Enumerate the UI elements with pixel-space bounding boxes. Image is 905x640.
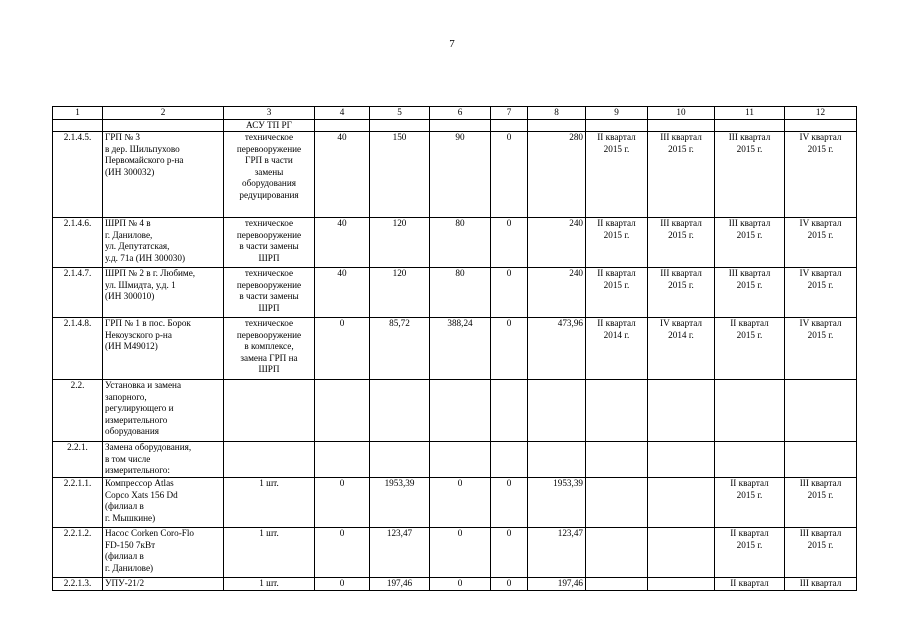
item-number: 2.1.4.6. [53,218,103,268]
total-value [528,380,586,442]
col-number: 9 [586,107,648,120]
work-description: техническое перевооружение в части замены ШРП [224,218,315,268]
period-col10: III квартал 2015 г. [648,268,715,318]
col-number: 6 [430,107,491,120]
period-col12: III квартал [785,578,857,591]
period-col12 [785,119,857,132]
col-number: 2 [103,107,224,120]
page-number: 7 [449,38,455,50]
item-number: 2.1.4.5. [53,132,103,218]
period-col9 [586,442,648,478]
period-col11 [715,442,785,478]
column-number-row [53,107,857,120]
table-row [53,318,857,380]
item-number: 2.2.1.2. [53,528,103,578]
value-col7 [491,442,528,478]
period-col9 [586,380,648,442]
value-col6: 388,24 [430,318,491,380]
period-col10 [648,578,715,591]
period-col10: IV квартал 2014 г. [648,318,715,380]
value-col5 [370,442,430,478]
item-number: 2.2.1. [53,442,103,478]
value-col7: 0 [491,268,528,318]
period-col9: II квартал 2014 г. [586,318,648,380]
table-row [53,119,857,132]
period-col9: II квартал 2015 г. [586,268,648,318]
value-col7: 0 [491,132,528,218]
work-description [224,380,315,442]
value-col7: 0 [491,318,528,380]
value-col4 [315,442,370,478]
object-name: ШРП № 4 в г. Данилове, ул. Депутатская, у.д. 71а (ИН 300030) [103,218,224,268]
item-number: 2.1.4.8. [53,318,103,380]
table-row [53,380,857,442]
period-col11: II квартал 2015 г. [715,478,785,528]
total-value: 123,47 [528,528,586,578]
object-name: ГРП № 3 в дер. Шильпухово Первомайского р-на (ИН 300032) [103,132,224,218]
work-description: техническое перевооружение в комплексе, замена ГРП на ШРП [224,318,315,380]
value-col5: 1953,39 [370,478,430,528]
object-name: УПУ-21/2 [103,578,224,591]
value-col6 [430,380,491,442]
period-col11: III квартал 2015 г. [715,268,785,318]
item-number: 2.2.1.3. [53,578,103,591]
total-value: 1953,39 [528,478,586,528]
work-description [224,442,315,478]
value-col5 [370,119,430,132]
col-number: 1 [53,107,103,120]
value-col6: 80 [430,218,491,268]
object-name: Компрессор Atlas Copco Xats 156 Dd (филиал в г. Мышкине) [103,478,224,528]
value-col7 [491,119,528,132]
value-col7 [491,380,528,442]
period-col12: IV квартал 2015 г. [785,218,857,268]
value-col5 [370,380,430,442]
col-number: 8 [528,107,586,120]
table-row [53,528,857,578]
period-col10: III квартал 2015 г. [648,132,715,218]
work-description: 1 шт. [224,578,315,591]
total-value: 240 [528,218,586,268]
object-name: ШРП № 2 в г. Любиме, ул. Шмидта, у.д. 1 (ИН 300010) [103,268,224,318]
value-col6: 0 [430,528,491,578]
col-number: 5 [370,107,430,120]
value-col6: 0 [430,478,491,528]
object-name: Замена оборудования, в том числе измерительного: [103,442,224,478]
period-col10 [648,380,715,442]
value-col5: 85,72 [370,318,430,380]
value-col5: 150 [370,132,430,218]
object-name: Установка и замена запорного, регулирующего и измерительного оборудования [103,380,224,442]
value-col4: 0 [315,528,370,578]
period-col11 [715,380,785,442]
col-number: 10 [648,107,715,120]
object-name: ГРП № 1 в пос. Борок Некоузского р-на (ИН М49012) [103,318,224,380]
item-number: 2.2.1.1. [53,478,103,528]
value-col6: 0 [430,578,491,591]
table-row [53,442,857,478]
period-col12 [785,442,857,478]
period-col9 [586,528,648,578]
period-col10 [648,119,715,132]
value-col4 [315,119,370,132]
value-col4: 0 [315,478,370,528]
period-col10 [648,478,715,528]
period-col12: IV квартал 2015 г. [785,318,857,380]
work-description: техническое перевооружение в части замены ШРП [224,268,315,318]
work-description: техническое перевооружение ГРП в части замены оборудования редуцирования [224,132,315,218]
table-row [53,132,857,218]
period-col10 [648,442,715,478]
value-col4: 0 [315,578,370,591]
value-col7: 0 [491,578,528,591]
period-col12: IV квартал 2015 г. [785,268,857,318]
table-row [53,268,857,318]
col-number: 11 [715,107,785,120]
col-number: 3 [224,107,315,120]
period-col11: III квартал 2015 г. [715,218,785,268]
period-col9 [586,478,648,528]
value-col5: 120 [370,218,430,268]
period-col9: II квартал 2015 г. [586,218,648,268]
value-col6 [430,119,491,132]
value-col7: 0 [491,478,528,528]
value-col7: 0 [491,528,528,578]
total-value: 280 [528,132,586,218]
period-col11: II квартал 2015 г. [715,318,785,380]
work-description: АСУ ТП РГ [224,119,315,132]
work-description: 1 шт. [224,478,315,528]
total-value [528,442,586,478]
period-col9 [586,578,648,591]
period-col12: III квартал 2015 г. [785,528,857,578]
value-col4: 40 [315,268,370,318]
object-name: Насос Corken Coro-Flo FD-150 7кВт (филиал в г. Данилове) [103,528,224,578]
value-col5: 120 [370,268,430,318]
table-row [53,578,857,591]
period-col11 [715,119,785,132]
value-col4: 40 [315,132,370,218]
item-number: 2.1.4.7. [53,268,103,318]
value-col5: 123,47 [370,528,430,578]
value-col4: 0 [315,318,370,380]
period-col12: IV квартал 2015 г. [785,132,857,218]
value-col6: 90 [430,132,491,218]
value-col5: 197,46 [370,578,430,591]
col-number: 4 [315,107,370,120]
period-col10 [648,528,715,578]
table-row [53,478,857,528]
total-value: 473,96 [528,318,586,380]
total-value: 240 [528,268,586,318]
period-col10: III квартал 2015 г. [648,218,715,268]
value-col4: 40 [315,218,370,268]
total-value [528,119,586,132]
period-col11: II квартал 2015 г. [715,528,785,578]
item-number [53,119,103,132]
col-number: 12 [785,107,857,120]
value-col6 [430,442,491,478]
period-col9 [586,119,648,132]
period-col12 [785,380,857,442]
table-row [53,218,857,268]
document-table [52,106,857,591]
value-col6: 80 [430,268,491,318]
work-description: 1 шт. [224,528,315,578]
period-col11: II квартал [715,578,785,591]
total-value: 197,46 [528,578,586,591]
value-col7: 0 [491,218,528,268]
item-number: 2.2. [53,380,103,442]
value-col4 [315,380,370,442]
period-col11: III квартал 2015 г. [715,132,785,218]
object-name [103,119,224,132]
col-number: 7 [491,107,528,120]
period-col12: III квартал 2015 г. [785,478,857,528]
period-col9: II квартал 2015 г. [586,132,648,218]
